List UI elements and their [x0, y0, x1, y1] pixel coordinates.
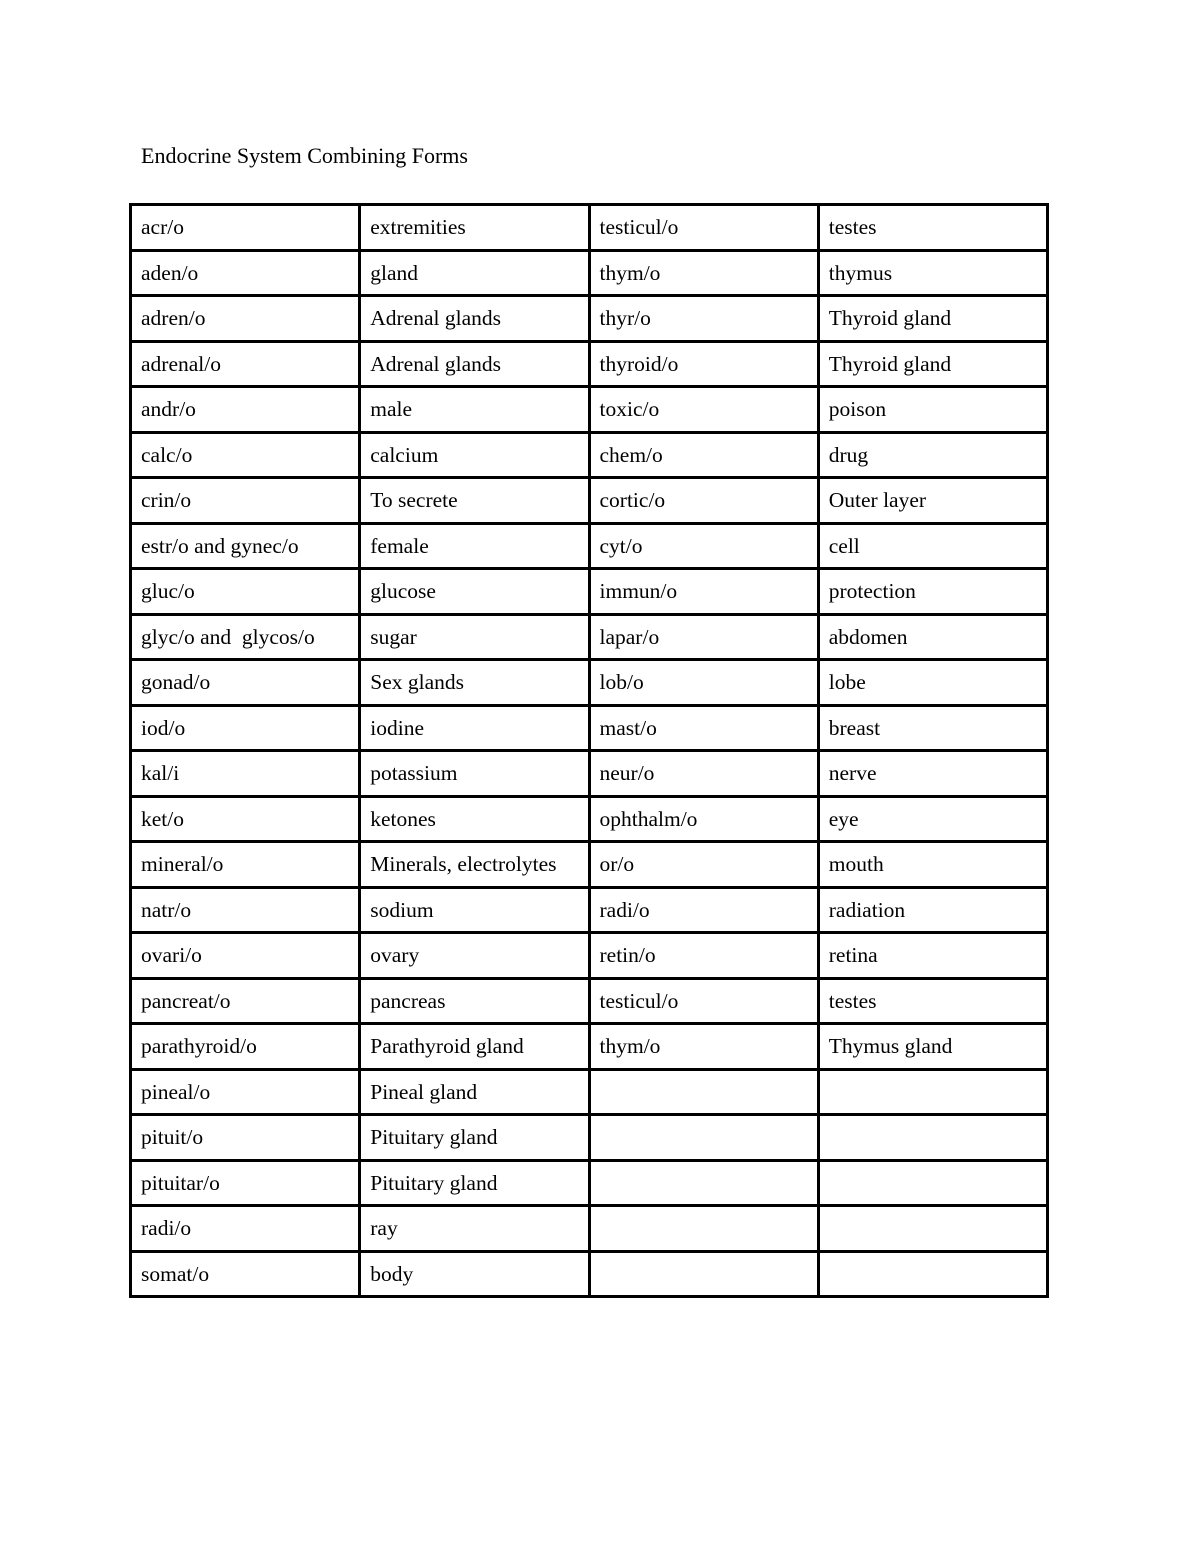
table-row — [131, 250, 1048, 296]
combining-form-cell: toxic/o — [589, 387, 818, 433]
meaning-cell: gland — [360, 250, 589, 296]
meaning-cell — [818, 1069, 1047, 1115]
meaning-cell: testes — [818, 205, 1047, 251]
meaning-cell: abdomen — [818, 614, 1047, 660]
combining-form-cell: adren/o — [131, 296, 360, 342]
table-row — [131, 341, 1048, 387]
meaning-cell: Adrenal glands — [360, 341, 589, 387]
combining-form-cell: radi/o — [589, 887, 818, 933]
combining-form-cell — [589, 1251, 818, 1297]
table-row — [131, 842, 1048, 888]
combining-form-cell: cyt/o — [589, 523, 818, 569]
combining-form-cell: gluc/o — [131, 569, 360, 615]
combining-form-cell: pituit/o — [131, 1115, 360, 1161]
table-row — [131, 478, 1048, 524]
meaning-cell: testes — [818, 978, 1047, 1024]
combining-form-cell: testicul/o — [589, 978, 818, 1024]
combining-form-cell: ovari/o — [131, 933, 360, 979]
combining-form-cell: testicul/o — [589, 205, 818, 251]
combining-form-cell: mast/o — [589, 705, 818, 751]
meaning-cell: thymus — [818, 250, 1047, 296]
combining-form-cell: pituitar/o — [131, 1160, 360, 1206]
combining-form-cell — [589, 1160, 818, 1206]
combining-form-cell — [589, 1069, 818, 1115]
combining-form-cell: lob/o — [589, 660, 818, 706]
meaning-cell: female — [360, 523, 589, 569]
meaning-cell: body — [360, 1251, 589, 1297]
meaning-cell — [818, 1206, 1047, 1252]
meaning-cell: Adrenal glands — [360, 296, 589, 342]
combining-form-cell: ophthalm/o — [589, 796, 818, 842]
combining-form-cell: adrenal/o — [131, 341, 360, 387]
table-row — [131, 432, 1048, 478]
table-row — [131, 387, 1048, 433]
combining-form-cell: kal/i — [131, 751, 360, 797]
table-row — [131, 1115, 1048, 1161]
meaning-cell: sodium — [360, 887, 589, 933]
meaning-cell: cell — [818, 523, 1047, 569]
table-row — [131, 933, 1048, 979]
combining-form-cell: radi/o — [131, 1206, 360, 1252]
table-row — [131, 978, 1048, 1024]
table-row — [131, 751, 1048, 797]
combining-form-cell: cortic/o — [589, 478, 818, 524]
table-row — [131, 569, 1048, 615]
table-row — [131, 887, 1048, 933]
meaning-cell: Outer layer — [818, 478, 1047, 524]
combining-form-cell: iod/o — [131, 705, 360, 751]
combining-form-cell: parathyroid/o — [131, 1024, 360, 1070]
meaning-cell: Thyroid gland — [818, 296, 1047, 342]
combining-form-cell: pancreat/o — [131, 978, 360, 1024]
table-row — [131, 660, 1048, 706]
meaning-cell — [818, 1160, 1047, 1206]
meaning-cell — [818, 1115, 1047, 1161]
table-row — [131, 1251, 1048, 1297]
combining-form-cell: aden/o — [131, 250, 360, 296]
combining-form-cell: thyroid/o — [589, 341, 818, 387]
meaning-cell: mouth — [818, 842, 1047, 888]
meaning-cell: potassium — [360, 751, 589, 797]
combining-form-cell: thym/o — [589, 1024, 818, 1070]
combining-form-cell: neur/o — [589, 751, 818, 797]
combining-form-cell: retin/o — [589, 933, 818, 979]
combining-form-cell: andr/o — [131, 387, 360, 433]
meaning-cell — [818, 1251, 1047, 1297]
table-body — [131, 205, 1048, 1297]
meaning-cell: lobe — [818, 660, 1047, 706]
meaning-cell: eye — [818, 796, 1047, 842]
meaning-cell: Pituitary gland — [360, 1160, 589, 1206]
meaning-cell: breast — [818, 705, 1047, 751]
combining-form-cell: or/o — [589, 842, 818, 888]
meaning-cell: ovary — [360, 933, 589, 979]
meaning-cell: retina — [818, 933, 1047, 979]
meaning-cell: glucose — [360, 569, 589, 615]
combining-form-cell: thyr/o — [589, 296, 818, 342]
table-row — [131, 523, 1048, 569]
combining-forms-table — [129, 203, 1049, 1298]
meaning-cell: Sex glands — [360, 660, 589, 706]
combining-form-cell: mineral/o — [131, 842, 360, 888]
meaning-cell: poison — [818, 387, 1047, 433]
combining-form-cell: somat/o — [131, 1251, 360, 1297]
table-row — [131, 1160, 1048, 1206]
combining-form-cell: pineal/o — [131, 1069, 360, 1115]
meaning-cell: To secrete — [360, 478, 589, 524]
table-row — [131, 705, 1048, 751]
table-row — [131, 796, 1048, 842]
table-row — [131, 296, 1048, 342]
meaning-cell: Pituitary gland — [360, 1115, 589, 1161]
meaning-cell: radiation — [818, 887, 1047, 933]
meaning-cell: Parathyroid gland — [360, 1024, 589, 1070]
table-row — [131, 1069, 1048, 1115]
meaning-cell: ketones — [360, 796, 589, 842]
combining-form-cell: immun/o — [589, 569, 818, 615]
combining-form-cell: crin/o — [131, 478, 360, 524]
combining-form-cell: natr/o — [131, 887, 360, 933]
combining-form-cell: glyc/o and glycos/o — [131, 614, 360, 660]
meaning-cell: drug — [818, 432, 1047, 478]
document-title: Endocrine System Combining Forms — [141, 143, 468, 168]
table-row — [131, 1024, 1048, 1070]
meaning-cell: male — [360, 387, 589, 433]
meaning-cell: extremities — [360, 205, 589, 251]
combining-form-cell — [589, 1206, 818, 1252]
meaning-cell: Thymus gland — [818, 1024, 1047, 1070]
meaning-cell: Thyroid gland — [818, 341, 1047, 387]
combining-form-cell: chem/o — [589, 432, 818, 478]
meaning-cell: nerve — [818, 751, 1047, 797]
meaning-cell: Pineal gland — [360, 1069, 589, 1115]
combining-form-cell: estr/o and gynec/o — [131, 523, 360, 569]
combining-form-cell: ket/o — [131, 796, 360, 842]
meaning-cell: Minerals, electrolytes — [360, 842, 589, 888]
table-row — [131, 205, 1048, 251]
meaning-cell: iodine — [360, 705, 589, 751]
meaning-cell: protection — [818, 569, 1047, 615]
combining-form-cell: lapar/o — [589, 614, 818, 660]
combining-form-cell: acr/o — [131, 205, 360, 251]
combining-form-cell — [589, 1115, 818, 1161]
combining-form-cell: thym/o — [589, 250, 818, 296]
table-row — [131, 614, 1048, 660]
meaning-cell: pancreas — [360, 978, 589, 1024]
combining-form-cell: calc/o — [131, 432, 360, 478]
meaning-cell: sugar — [360, 614, 589, 660]
table-row — [131, 1206, 1048, 1252]
combining-form-cell: gonad/o — [131, 660, 360, 706]
meaning-cell: calcium — [360, 432, 589, 478]
meaning-cell: ray — [360, 1206, 589, 1252]
